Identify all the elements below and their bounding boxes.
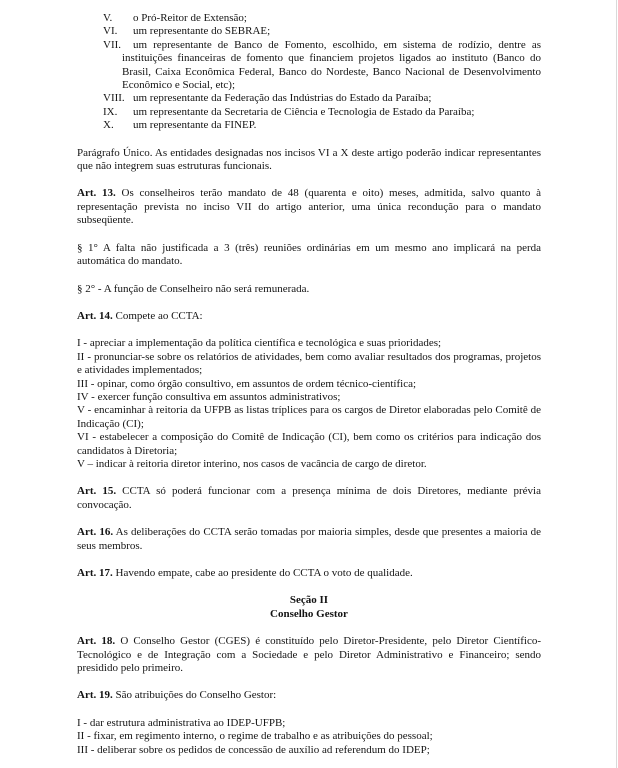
- page-right-edge: [616, 0, 617, 768]
- paragraph-1: § 1° A falta não justificada a 3 (três) reuniões ordinárias em um mesmo ano implicará na perda automática do mandato.: [77, 241, 541, 268]
- article-18-text: O Conselho Gestor (CGES) é constituído pelo Diretor-Presidente, pelo Diretor Científico-Tecnológico e de Integração com a Sociedade e pelo Diretor Administrativo e Financeiro; sendo presidido pelo primeiro.: [77, 635, 541, 675]
- section-subtitle: Conselho Gestor: [270, 607, 348, 620]
- article-19-label: Art. 19.: [77, 689, 113, 702]
- article-15-text: CCTA só poderá funcionar com a presença mínima de dois Diretores, mediante prévia convocação.: [77, 485, 541, 511]
- inciso-text: um representante do SEBRAE;: [133, 25, 271, 38]
- article-15: [77, 485, 541, 512]
- article-13-text: Os conselheiros terão mandato de 48 (quarenta e oito) meses, admitida, salvo quanto à representação prevista no inciso VII do artigo anterior, uma única recondução para o mandato subseqüente.: [77, 187, 541, 227]
- article-17: [77, 567, 541, 580]
- article-16-label: Art. 16.: [77, 526, 114, 539]
- article-15-label: Art. 15.: [77, 485, 117, 498]
- paragraph-2: § 2° - A função de Conselheiro não será remunerada.: [77, 282, 310, 295]
- list-item: V – indicar à reitoria diretor interino, nos casos de vacância de cargo de diretor.: [77, 457, 427, 470]
- inciso-number: X.: [103, 119, 114, 132]
- inciso-item: [103, 119, 541, 132]
- article-19: [77, 689, 541, 702]
- list-item: I - apreciar a implementação da política científica e tecnológica e suas prioridades;: [77, 337, 442, 350]
- article-14-items: [77, 337, 541, 471]
- section-title: Seção II: [289, 594, 329, 607]
- article-16: [77, 526, 541, 553]
- article-13: [77, 187, 541, 227]
- article-13-label: Art. 13.: [77, 187, 116, 200]
- inciso-number: IX.: [103, 105, 118, 118]
- list-item: III - deliberar sobre os pedidos de concessão de auxílio ad referendum do IDEP;: [77, 743, 430, 756]
- inciso-number: V.: [103, 12, 113, 24]
- article-14: [77, 310, 541, 323]
- section-heading: [77, 594, 541, 621]
- list-item: II - pronunciar-se sobre os relatórios de atividades, bem como avaliar resultados dos programas, projetos e atividades implementados;: [77, 350, 541, 377]
- article-14-text: Compete ao CCTA:: [112, 309, 203, 322]
- list-item: I - dar estrutura administrativa ao IDEP-UFPB;: [77, 716, 286, 729]
- article-19-items: [77, 717, 541, 757]
- article-14-label: Art. 14.: [77, 309, 113, 322]
- inciso-item: [103, 12, 541, 25]
- inciso-number: VI.: [103, 25, 118, 38]
- inciso-text: um representante da Federação das Indústrias do Estado da Paraíba;: [133, 92, 432, 105]
- article-16-text: As deliberações do CCTA serão tomadas por maioria simples, desde que presentes a maioria de seus membros.: [77, 526, 541, 552]
- inciso-text: um representante da FINEP.: [133, 119, 257, 132]
- list-item: V - encaminhar à reitoria da UFPB as listas tríplices para os cargos de Diretor elaboradas pelo Comitê de Indicação (CI);: [77, 404, 541, 430]
- inciso-text: um representante de Banco de Fomento, escolhido, em sistema de rodízio, dentre as instituições financeiras de fomento que financiem projetos ligados ao instituto (Banco do Brasil, Caixa Econômica Federal, Banco do Nordeste, Banco Nacional de Desenvolvimento Econômico e Social, etc);: [122, 38, 541, 92]
- inciso-item: [103, 38, 541, 93]
- inciso-number: VII.: [103, 38, 122, 51]
- list-item: III - opinar, como órgão consultivo, em assuntos de ordem técnico-científica;: [77, 377, 417, 390]
- inciso-item: [103, 25, 541, 38]
- inciso-item: [103, 105, 541, 119]
- inciso-text: um representante da Secretaria de Ciência e Tecnologia de Estado da Paraíba;: [133, 105, 475, 118]
- article-19-text: São atribuições do Conselho Gestor:: [112, 689, 277, 702]
- list-item: IV - exercer função consultiva em assuntos administrativos;: [77, 390, 341, 403]
- incisos-list: [77, 12, 541, 133]
- inciso-item: [103, 92, 541, 105]
- list-item: VI - estabelecer a composição do Comitê de Indicação (CI), bem como os critérios para indicação dos candidatos à Diretoria;: [77, 431, 541, 457]
- inciso-text: o Pró-Reitor de Extensão;: [133, 12, 247, 24]
- paragrafo-unico: Parágrafo Único. As entidades designadas nos incisos VI a X deste artigo poderão indicar representantes que não integrem suas estruturas funcionais.: [77, 146, 541, 173]
- article-17-label: Art. 17.: [77, 567, 113, 579]
- article-17-text: Havendo empate, cabe ao presidente do CCTA o voto de qualidade.: [112, 567, 413, 579]
- inciso-number: VIII.: [103, 92, 125, 105]
- article-18-label: Art. 18.: [77, 635, 116, 648]
- list-item: II - fixar, em regimento interno, o regime de trabalho e as atribuições do pessoal;: [77, 730, 433, 743]
- article-18: [77, 635, 541, 675]
